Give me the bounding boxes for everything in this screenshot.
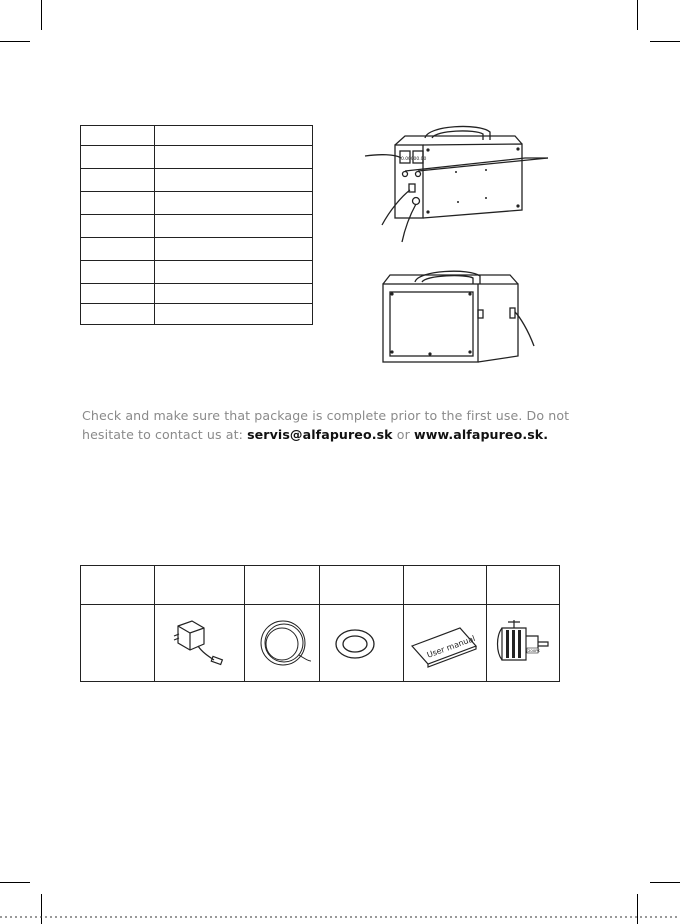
spec-table-row [81, 283, 312, 284]
display-left-readout: 0.000 [401, 157, 414, 162]
spec-table-row [81, 237, 312, 238]
spec-table-row [81, 260, 312, 261]
spec-table-row [81, 303, 312, 304]
crop-mark-top-right-v [637, 0, 638, 30]
notice-line-1: Check and make sure that package is complete prior to the first use. Do not [82, 408, 570, 423]
package-table-column-divider [486, 566, 487, 681]
notice-connector: or [392, 427, 414, 442]
gasket-ring-icon [330, 626, 380, 662]
package-table-column-divider [319, 566, 320, 681]
crop-mark-bottom-left-h [0, 882, 30, 883]
user-manual-label: User manual [425, 633, 477, 660]
crop-mark-top-left-v [41, 0, 42, 30]
power-adapter-icon [170, 616, 230, 671]
package-contents-table [80, 565, 560, 682]
package-check-notice [82, 406, 602, 444]
filter-cartridge-icon [492, 614, 554, 674]
support-email-link[interactable]: servis@alfapureo.sk [247, 427, 393, 442]
display-right-readout: 00.00 [413, 157, 427, 162]
spec-table-column-divider [154, 126, 155, 324]
spec-table-row [81, 214, 312, 215]
crop-mark-bottom-right-v [637, 894, 638, 924]
crop-mark-top-left-h [0, 41, 30, 42]
package-table-column-divider [403, 566, 404, 681]
notice-prefix: hesitate to contact us at: [82, 427, 248, 442]
spec-table-row [81, 191, 312, 192]
filter-label: 200PK [528, 648, 541, 653]
power-station-front-view [360, 120, 560, 250]
cable-coil-icon [255, 615, 315, 673]
bottom-dashed-edge [0, 915, 680, 919]
notice-line-2 [82, 425, 602, 444]
spec-table-row [81, 168, 312, 169]
spec-table [80, 125, 313, 325]
crop-mark-bottom-right-h [650, 882, 680, 883]
spec-table-row [81, 145, 312, 146]
crop-mark-top-right-h [650, 41, 680, 42]
power-station-side-view [370, 262, 550, 372]
website-link[interactable]: www.alfapureo.sk. [413, 427, 549, 442]
crop-mark-bottom-left-v [41, 894, 42, 924]
package-table-column-divider [154, 566, 155, 681]
package-table-header-divider [81, 604, 559, 605]
package-table-column-divider [244, 566, 245, 681]
user-manual-icon [408, 620, 480, 670]
